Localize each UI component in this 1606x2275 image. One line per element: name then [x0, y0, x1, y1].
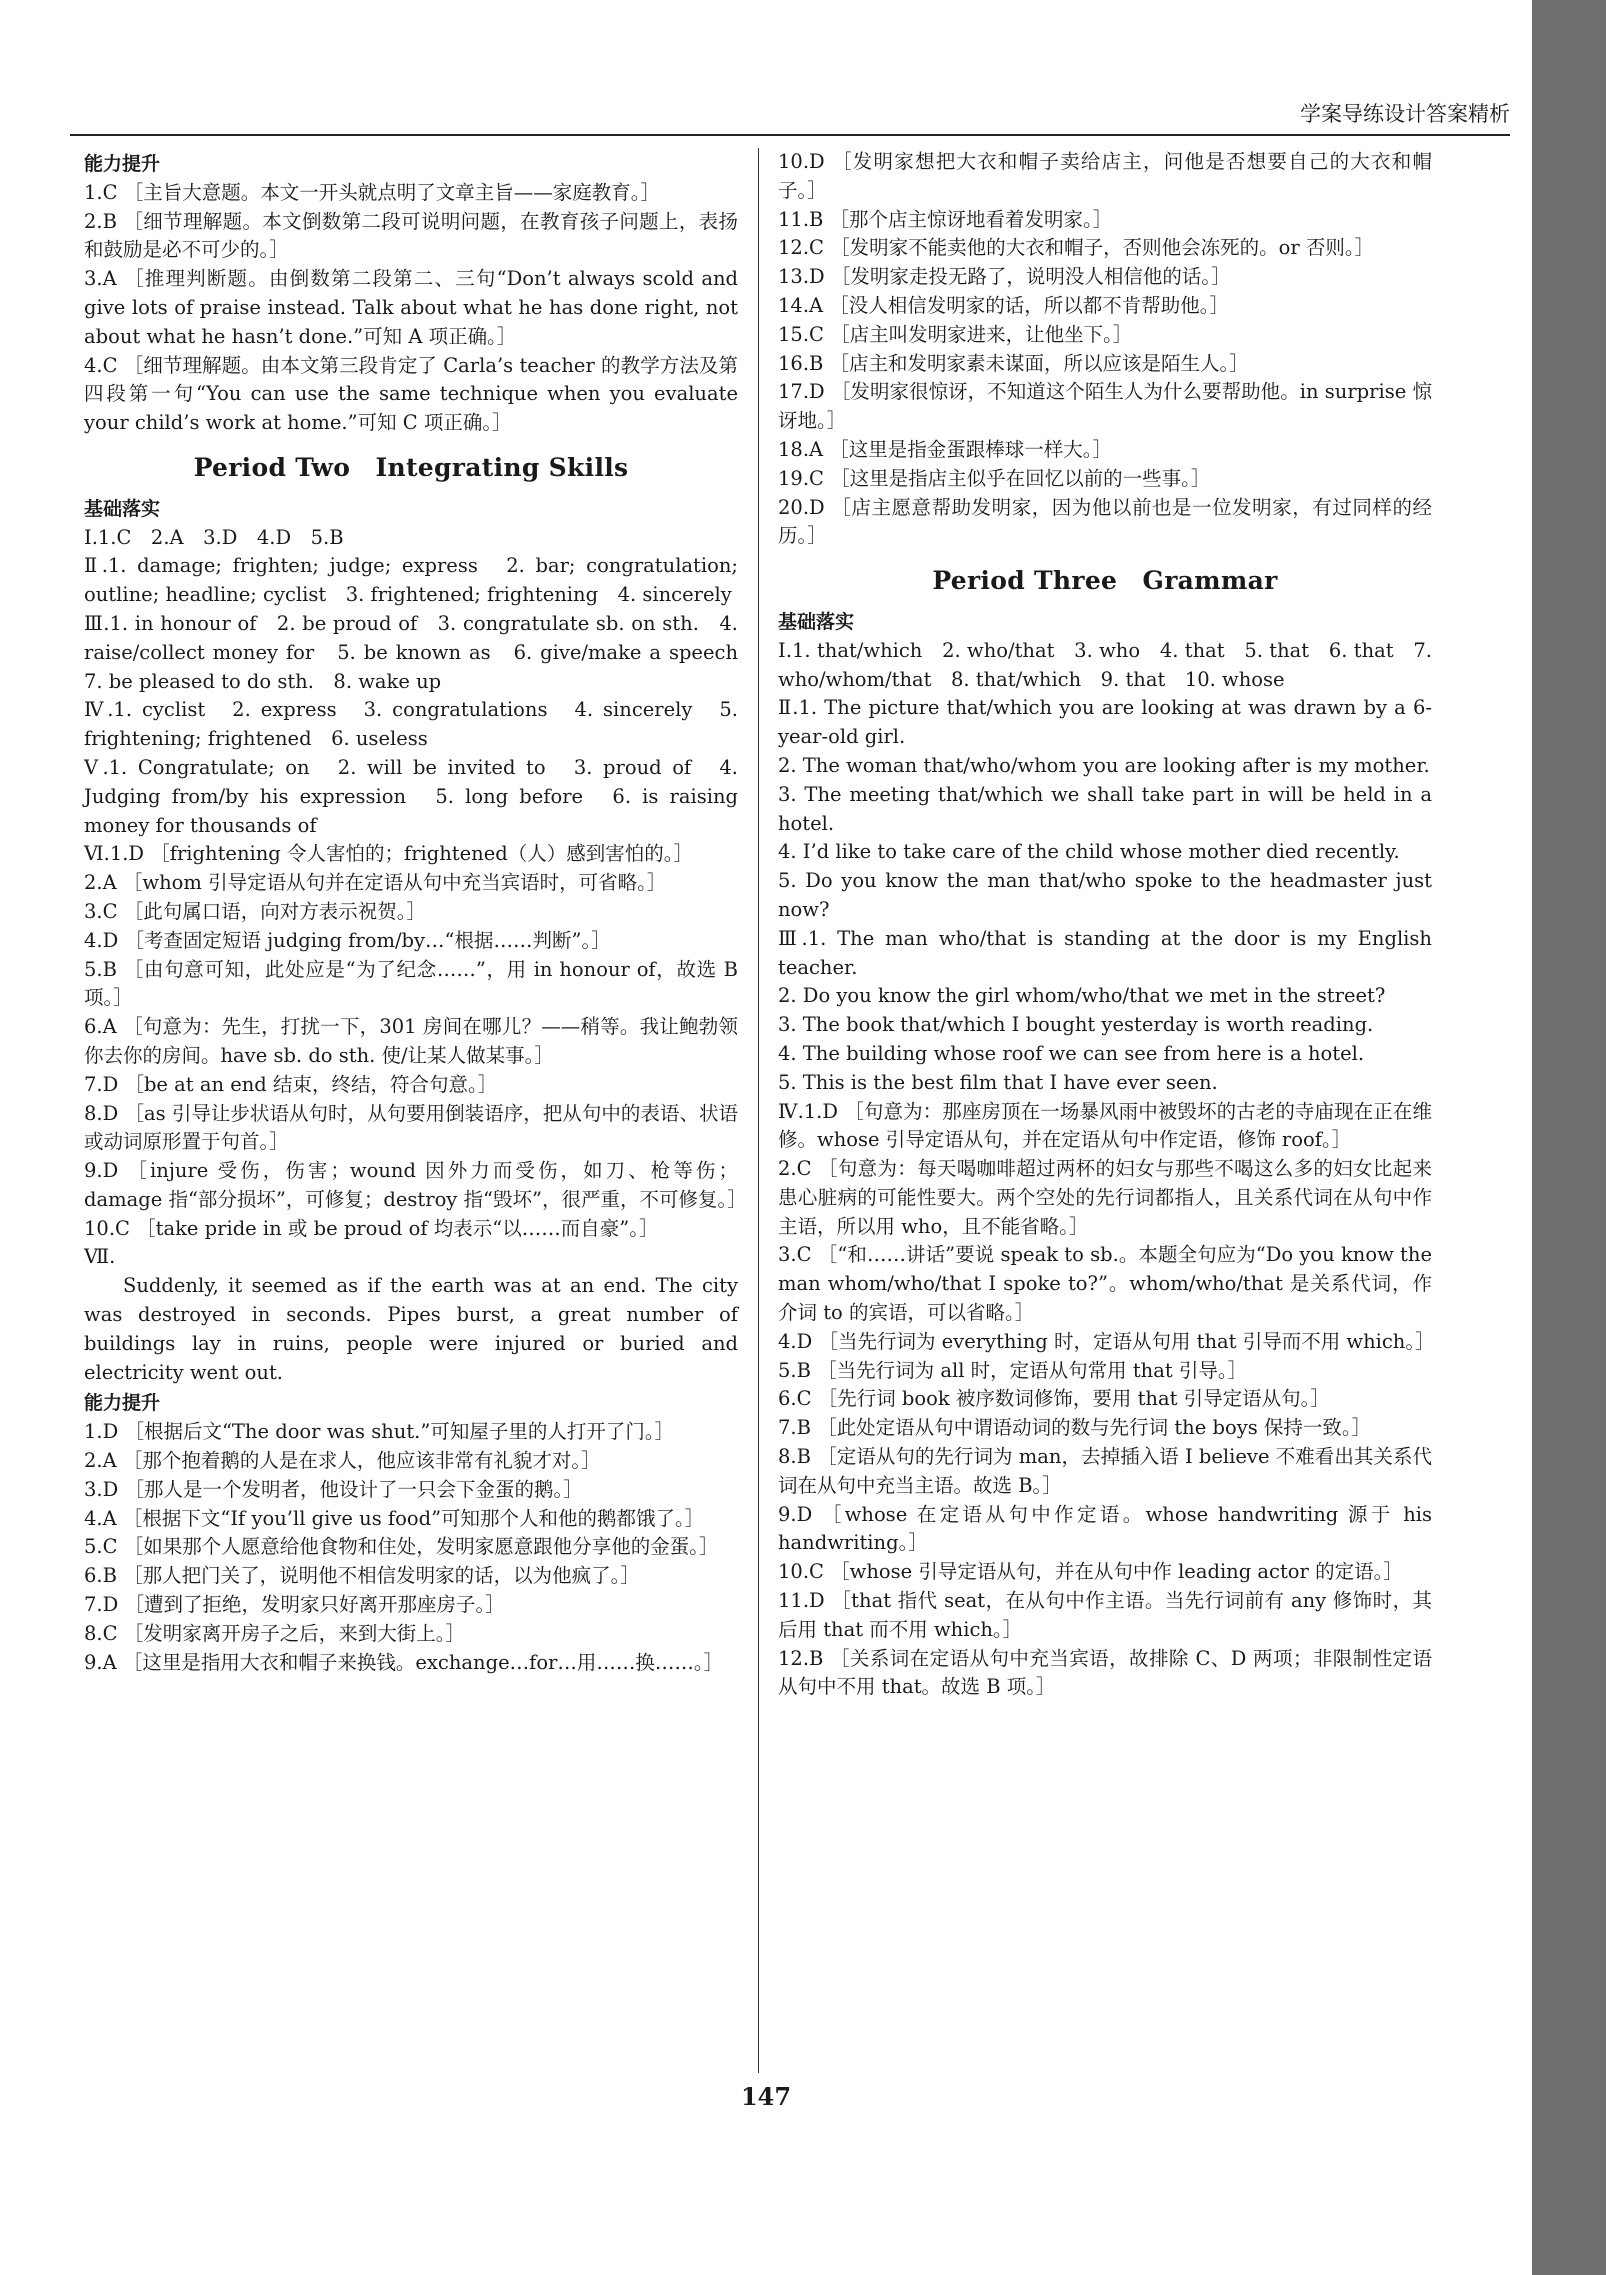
section-heading: 能力提升	[84, 1392, 161, 1415]
answer-item: Ⅳ.1. cyclist 2. express 3. congratulations 4. sincerely 5. frightening; frightened 6. useless	[84, 698, 738, 751]
scan-edge-strip	[1532, 0, 1606, 2275]
answer-item: Ⅲ.1. The man who/that is standing at the door is my English teacher.	[778, 926, 1432, 979]
answer-item: 4.C ［细节理解题。由本文第三段肯定了 Carla’s teacher 的教学方法及第四段第一句“You can use the same technique when you evaluate your child’s work at home.”可知 C 项正确。］	[84, 353, 738, 435]
answer-item: 3.D ［那人是一个发明者，他设计了一只会下金蛋的鹅。］	[84, 1477, 583, 1501]
answer-item: 9.D ［whose 在定语从句中作定语。whose handwriting 源于 his handwriting。］	[778, 1502, 1432, 1555]
answer-item: 9.A ［这里是指用大衣和帽子来换钱。exchange…for…用……换……。］	[84, 1650, 724, 1674]
answer-item: 3.C ［此句属口语，向对方表示祝贺。］	[84, 899, 426, 923]
answer-item: 2.A ［那个抱着鹅的人是在求人，他应该非常有礼貌才对。］	[84, 1449, 601, 1473]
answer-item: 2. The woman that/who/whom you are looking after is my mother.	[778, 753, 1430, 777]
section-heading: 基础落实	[84, 497, 161, 520]
running-head: 学案导练设计答案精析	[1300, 102, 1510, 126]
answer-item: 5.C ［如果那个人愿意给他食物和住处，发明家愿意跟他分享他的金蛋。］	[84, 1535, 719, 1559]
answer-item: 13.D ［发明家走投无路了，说明没人相信他的话。］	[778, 265, 1231, 289]
answer-item: 10.C ［whose 引导定语从句，并在从句中作 leading actor 的定语。］	[778, 1560, 1403, 1584]
header-rule	[70, 134, 1510, 136]
answer-item: 17.D ［发明家很惊讶，不知道这个陌生人为什么要帮助他。in surprise 惊讶地。］	[778, 380, 1432, 433]
answer-item: 11.B ［那个店主惊讶地看着发明家。］	[778, 207, 1113, 231]
answer-item: Ⅱ.1. The picture that/which you are looking at was drawn by a 6-year-old girl.	[778, 696, 1432, 749]
answer-item: Ⅴ.1. Congratulate; on 2. will be invited to 3. proud of 4. Judging from/by his expression 5. long before 6. is raising money for thousands of	[84, 755, 738, 837]
answer-item: 3.C ［“和……讲话”要说 speak to sb.。本题全句应为“Do you know the man whom/who/that I spoke to?”。whom/who/that 是关系代词，作介词 to 的宾语，可以省略。］	[778, 1243, 1432, 1325]
answer-item: 7.B ［此处定语从句中谓语动词的数与先行词 the boys 保持一致。］	[778, 1416, 1372, 1440]
answer-item: 18.A ［这里是指金蛋跟棒球一样大。］	[778, 437, 1113, 461]
period-heading: Period Two Integrating Skills	[193, 452, 629, 482]
answer-item: Ⅱ.1. damage; frighten; judge; express 2. bar; congratulation; outline; headline; cyclist 3. frightened; frightening 4. sincerely	[84, 554, 738, 607]
answer-item: 4. The building whose roof we can see from here is a hotel.	[778, 1041, 1365, 1065]
answer-item: 3. The book that/which I bought yesterday is worth reading.	[778, 1013, 1374, 1037]
answer-item: 6.C ［先行词 book 被序数词修饰，要用 that 引导定语从句。］	[778, 1387, 1330, 1411]
answer-item: 2. Do you know the girl whom/who/that we met in the street?	[778, 984, 1386, 1008]
answer-item: 19.C ［这里是指店主似乎在回忆以前的一些事。］	[778, 466, 1211, 490]
answer-item: 3. The meeting that/which we shall take part in will be held in a hotel.	[778, 782, 1432, 835]
answer-item: 6.B ［那人把门关了，说明他不相信发明家的话，以为他疯了。］	[84, 1564, 640, 1588]
answer-item: 2.C ［句意为：每天喝咖啡超过两杯的妇女与那些不喝这么多的妇女比起来患心脏病的可能性要大。两个空处的先行词都指人，且关系代词在从句中作主语，所以用 who，且不能省略。］	[778, 1157, 1432, 1238]
answer-item: Ⅲ.1. in honour of 2. be proud of 3. congratulate sb. on sth. 4. raise/collect money for 5. be known as 6. give/make a speech 7. be pleased to do sth. 8. wake up	[84, 611, 758, 693]
answer-item: 15.C ［店主叫发明家进来，让他坐下。］	[778, 322, 1133, 346]
page-number: 147	[740, 2082, 792, 2111]
answer-item: 8.D ［as 引导让步状语从句时，从句要用倒装语序，把从句中的表语、状语或动词原形置于句首。］	[84, 1101, 738, 1154]
answer-item: 6.A ［句意为：先生，打扰一下，301 房间在哪儿？——稍等。我让鲍勃领你去你的房间。have sb. do sth. 使/让某人做某事。］	[84, 1015, 738, 1067]
answer-item: 5.B ［由句意可知，此处应是“为了纪念……”，用 in honour of，故选 B 项。］	[84, 957, 738, 1010]
answer-item: 4.D ［当先行词为 everything 时，定语从句用 that 引导而不用 which。］	[778, 1329, 1435, 1353]
answer-item: 20.D ［店主愿意帮助发明家，因为他以前也是一位发明家，有过同样的经历。］	[778, 495, 1432, 548]
answer-item: 11.D ［that 指代 seat，在从句中作主语。当先行词前有 any 修饰时，其后用 that 而不用 which。］	[778, 1589, 1432, 1641]
answer-item: 4. I’d like to take care of the child whose mother died recently.	[778, 840, 1400, 864]
answer-item: 16.B ［店主和发明家素未谋面，所以应该是陌生人。］	[778, 351, 1249, 375]
answer-item: 7.D ［be at an end 结束，终结，符合句意。］	[84, 1072, 498, 1096]
section-heading: 能力提升	[84, 153, 161, 175]
answer-item: 4.A ［根据下文“If you’ll give us food”可知那个人和他的鹅都饿了。］	[84, 1506, 705, 1530]
left-column	[84, 148, 758, 1677]
answer-item: 8.C ［发明家离开房子之后，来到大街上。］	[84, 1621, 465, 1645]
answer-item: 1.D ［根据后文“The door was shut.”可知屋子里的人打开了门。］	[84, 1420, 675, 1444]
answer-item: 1.C ［主旨大意题。本文一开头就点明了文章主旨——家庭教育。］	[84, 180, 660, 204]
answer-item: Ⅰ.1. that/which 2. who/that 3. who 4. that 5. that 6. that 7. who/whom/that 8. that/which 9. that 10. whose	[778, 638, 1432, 691]
answer-item: 3.A ［推理判断题。由倒数第二段第二、三句“Don’t always scold and give lots of praise instead. Talk about what he has done right, not about what he hasn’t done.”可知 A 项正确。］	[84, 267, 738, 348]
answer-item: 7.D ［遭到了拒绝，发明家只好离开那座房子。］	[84, 1593, 505, 1617]
answer-item: 10.C ［take pride in 或 be proud of 均表示“以……而自豪”。］	[84, 1216, 659, 1240]
answer-item: Ⅳ.1.D ［句意为：那座房顶在一场暴风雨中被毁坏的古老的寺庙现在正在维修。whose 引导定语从句，并在定语从句中作定语，修饰 roof。］	[778, 1099, 1432, 1152]
answer-item: 4.D ［考查固定短语 judging from/by…“根据……判断”。］	[84, 928, 611, 952]
answer-item: 2.B ［细节理解题。本文倒数第二段可说明问题，在教育孩子问题上，表扬和鼓励是必不可少的。］	[84, 209, 738, 262]
answer-item: 5. Do you know the man that/who spoke to the headmaster just now?	[778, 869, 1432, 921]
answer-item: 9.D ［injure 受伤，伤害；wound 因外力而受伤，如刀、枪等伤；damage 指“部分损坏”，可修复；destroy 指“毁坏”，很严重，不可修复。］	[84, 1159, 747, 1211]
answer-item: 12.B ［关系词在定语从句中充当宾语，故排除 C、D 两项；非限制性定语从句中不用 that。故选 B 项。］	[778, 1646, 1432, 1699]
section-heading: 基础落实	[778, 610, 855, 633]
column-divider	[758, 148, 759, 2073]
passage-paragraph: Suddenly, it seemed as if the earth was at an end. The city was destroyed in seconds. Pipes burst, a great number of buildings lay in ruins, people were injured or buried and electricity went out.	[84, 1274, 738, 1384]
answer-item: 10.D ［发明家想把大衣和帽子卖给店主，问他是否想要自己的大衣和帽子。］	[778, 150, 1432, 202]
answer-item: 8.B ［定语从句的先行词为 man，去掉插入语 I believe 不难看出其关系代词在从句中充当主语。故选 B。］	[778, 1445, 1432, 1497]
answer-item: 5. This is the best film that I have ever seen.	[778, 1070, 1218, 1094]
answer-item: 14.A ［没人相信发明家的话，所以都不肯帮助他。］	[778, 293, 1230, 317]
answer-item: Ⅰ.1.C 2.A 3.D 4.D 5.B	[84, 525, 344, 549]
answer-item: 5.B ［当先行词为 all 时，定语从句常用 that 引导。］	[778, 1358, 1248, 1382]
right-column	[778, 148, 1435, 1702]
answer-item: Ⅵ.1.D ［frightening 令人害怕的；frightened（人）感到害怕的。］	[84, 842, 694, 866]
answer-item: Ⅶ.	[84, 1245, 116, 1269]
period-heading: Period Three Grammar	[932, 566, 1278, 596]
answer-item: 12.C ［发明家不能卖他的大衣和帽子，否则他会冻死的。or 否则。］	[778, 236, 1375, 260]
answer-item: 2.A ［whom 引导定语从句并在定语从句中充当宾语时，可省略。］	[84, 871, 667, 895]
